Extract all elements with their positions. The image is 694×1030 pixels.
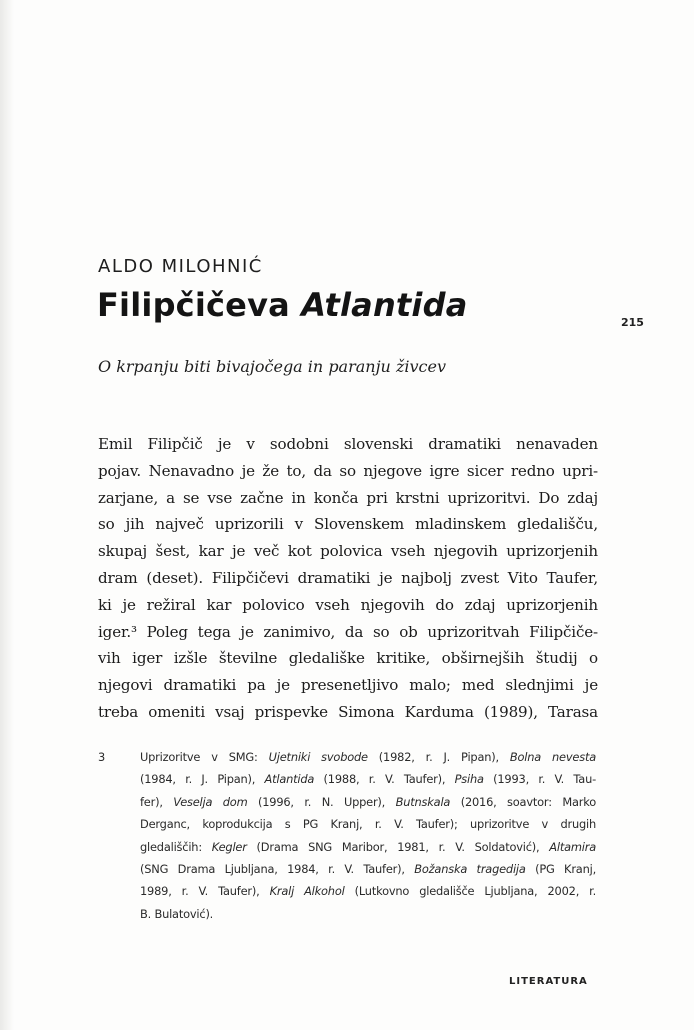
footnote-text-span: (1988, r. V. Taufer), [314, 772, 455, 787]
play-title: Bolna nevesta [509, 750, 596, 764]
footnote-line [140, 858, 596, 880]
section-label: LITERATURA [509, 976, 588, 987]
body-line: so jih največ uprizorili v Slovenskem mladinskem gledališču, [98, 515, 598, 534]
body-line: skupaj šest, kar je več kot polovica vseh njegovih uprizorjenih [98, 542, 598, 561]
play-title: Butnskala [395, 794, 451, 809]
body-line: zarjane, a se vse začne in konča pri krstni uprizoritvi. Do zdaj [98, 488, 598, 507]
body-line: dram (deset). Filipčičevi dramatiki je najbolj zvest Vito Taufer, [98, 568, 598, 587]
footnote-text-span: (1982, r. J. Pipan), [367, 750, 510, 764]
play-title: Božanska tragedija [414, 861, 526, 876]
author-name: ALDO MILOHNIĆ [98, 256, 263, 277]
play-title: Ujetniki svobode [268, 750, 368, 764]
footnote-text-span: Uprizoritve v SMG: [140, 750, 269, 764]
footnote-text-span: gledališčih: [140, 839, 212, 854]
footnote-line [140, 813, 596, 835]
body-line: Emil Filipčič je v sodobni slovenski dramatiki nenavaden [98, 435, 598, 453]
play-title: Atlantida [264, 772, 315, 787]
play-title: Veselja dom [173, 794, 248, 809]
play-title: Altamira [549, 839, 596, 854]
play-title: Psiha [454, 772, 484, 787]
play-title: Kralj Alkohol [269, 884, 345, 899]
footnote-text-span: (Lutkovno gledališče Ljubljana, 2002, r. [344, 884, 597, 899]
footnote-line [140, 746, 596, 768]
footnote-text-span: fer), [140, 794, 174, 809]
page-gutter-shadow [0, 0, 14, 1030]
title-regular: Filipčičeva [97, 286, 290, 324]
footnote-line [140, 791, 596, 813]
footnote-line [140, 903, 596, 925]
body-line: njegovi dramatiki pa je presenetljivo malo; med slednjimi je [98, 676, 598, 695]
footnote-text-span: (Drama SNG Maribor, 1981, r. V. Soldatović), [246, 839, 550, 854]
footnote-text-span: B. Bulatović). [140, 906, 214, 921]
body-line: pojav. Nenavadno je že to, da so njegove igre sicer redno upri- [98, 461, 598, 480]
footnote-text-span: (PG Kranj, [525, 861, 596, 876]
body-line: vih iger izšle številne gledališke kritike, obširnejših študij o [98, 649, 598, 668]
footnote-text [140, 746, 596, 925]
body-line: iger.³ Poleg tega je zanimivo, da so ob uprizoritvah Filipčiče- [98, 622, 598, 641]
body-line: treba omeniti vsaj prispevke Simona Karduma (1989), Tarasa [98, 702, 598, 721]
title-italic: Atlantida [301, 286, 468, 324]
footnote-line [140, 880, 596, 902]
footnote-text-span: Derganc, koprodukcija s PG Kranj, r. V. Taufer); uprizoritve v drugih [140, 817, 596, 832]
footnote-text-span: (1984, r. J. Pipan), [140, 772, 265, 787]
page-number: 215 [621, 316, 644, 329]
footnote-text-span: 1989, r. V. Taufer), [140, 884, 270, 899]
footnote-text-span: (SNG Drama Ljubljana, 1984, r. V. Taufer), [140, 861, 415, 876]
footnote-line [140, 768, 596, 790]
play-title: Kegler [211, 839, 247, 854]
body-paragraph [98, 431, 598, 726]
footnote-text-span: (1993, r. V. Tau- [483, 772, 596, 787]
body-line: ki je režiral kar polovico vseh njegovih do zdaj uprizorjenih [98, 595, 598, 614]
footnote-line [140, 836, 596, 858]
footnote-text-span: (2016, soavtor: Marko [450, 794, 596, 809]
footnote-number: 3 [98, 750, 106, 764]
article-title [97, 286, 468, 324]
article-subtitle: O krpanju biti bivajočega in paranju živcev [98, 357, 446, 376]
footnote-text-span: (1996, r. N. Upper), [247, 794, 396, 809]
